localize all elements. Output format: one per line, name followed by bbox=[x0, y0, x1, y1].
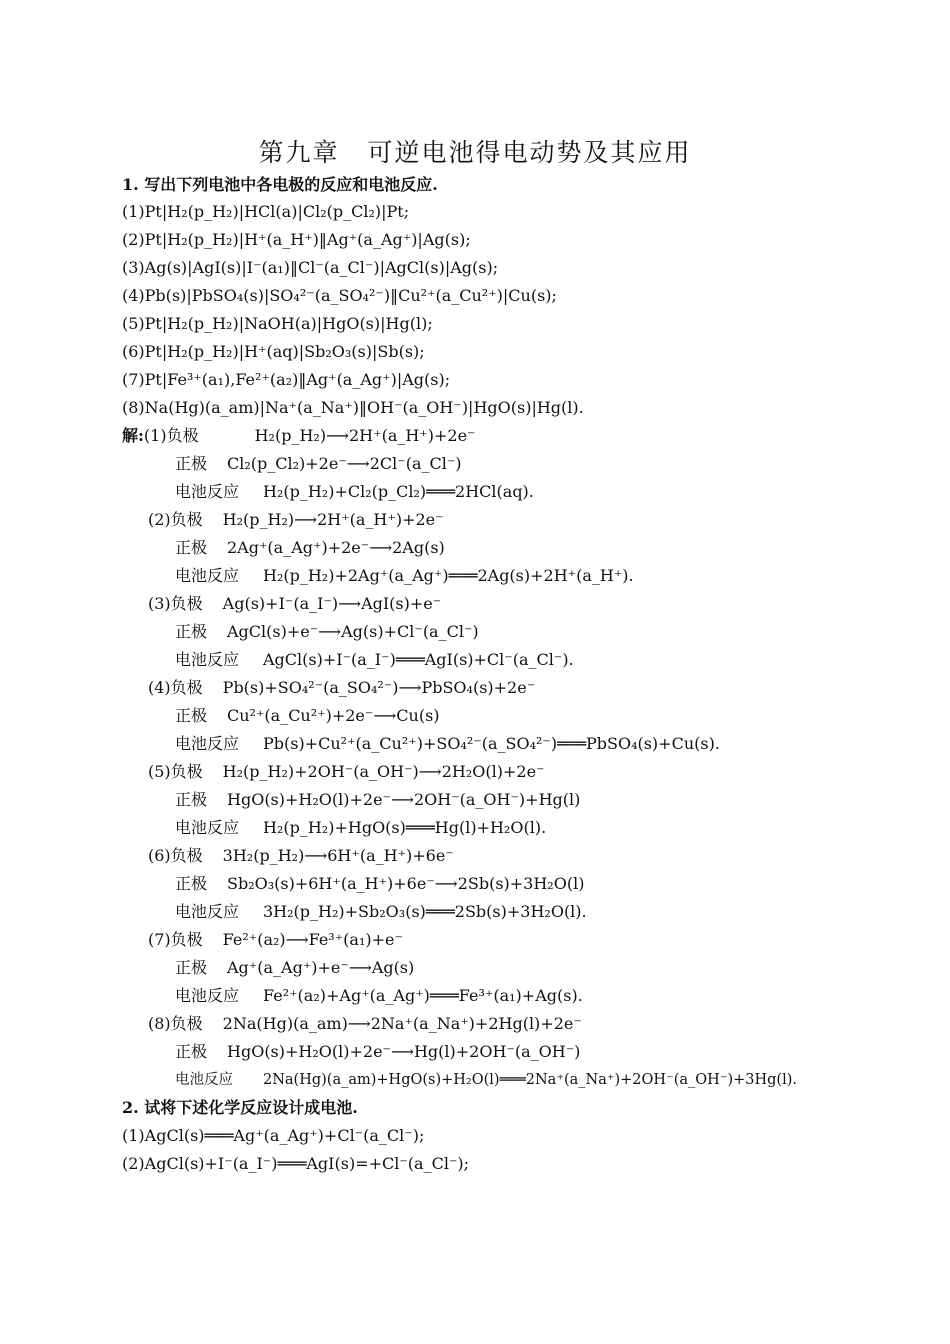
answer-number: (8) bbox=[148, 1014, 171, 1033]
negative-reaction: Pb(s)+SO₄²⁻(a_SO₄²⁻)⟶PbSO₄(s)+2e⁻ bbox=[222, 678, 536, 697]
answer-2-cell bbox=[175, 566, 634, 586]
cell-reaction: H₂(p_H₂)+Cl₂(p_Cl₂)═══2HCl(aq). bbox=[263, 482, 534, 501]
negative-electrode-label: 负极 bbox=[166, 426, 199, 445]
positive-reaction: AgCl(s)+e⁻⟶Ag(s)+Cl⁻(a_Cl⁻) bbox=[227, 622, 479, 641]
q1-item: (7)Pt|Fe³⁺(a₁),Fe²⁺(a₂)‖Ag⁺(a_Ag⁺)|Ag(s); bbox=[122, 370, 451, 389]
negative-reaction: H₂(p_H₂)⟶2H⁺(a_H⁺)+2e⁻ bbox=[254, 426, 476, 445]
positive-electrode-label: 正极 bbox=[175, 538, 208, 557]
answer-label: 解: bbox=[122, 426, 144, 445]
positive-reaction: HgO(s)+H₂O(l)+2e⁻⟶Hg(l)+2OH⁻(a_OH⁻) bbox=[227, 1042, 581, 1061]
positive-reaction: Cl₂(p_Cl₂)+2e⁻⟶2Cl⁻(a_Cl⁻) bbox=[227, 454, 462, 473]
cell-reaction-label: 电池反应 bbox=[175, 650, 240, 669]
negative-reaction: Ag(s)+I⁻(a_I⁻)⟶AgI(s)+e⁻ bbox=[222, 594, 442, 613]
negative-electrode-label: 负极 bbox=[170, 1014, 203, 1033]
negative-electrode-label: 负极 bbox=[170, 762, 203, 781]
cell-reaction-label: 电池反应 bbox=[175, 986, 240, 1005]
answer-6-negative bbox=[148, 846, 454, 866]
positive-electrode-label: 正极 bbox=[175, 874, 208, 893]
negative-electrode-label: 负极 bbox=[170, 678, 203, 697]
answer-number: (7) bbox=[148, 930, 171, 949]
answer-4-positive bbox=[175, 706, 440, 726]
answer-5-cell bbox=[175, 818, 546, 838]
answer-3-positive bbox=[175, 622, 479, 642]
answer-number: (3) bbox=[148, 594, 171, 613]
cell-reaction-label: 电池反应 bbox=[175, 902, 240, 921]
answer-1-positive bbox=[175, 454, 462, 474]
q1-item: (3)Ag(s)|AgI(s)|I⁻(a₁)‖Cl⁻(a_Cl⁻)|AgCl(s)|Ag(s); bbox=[122, 258, 499, 277]
answer-3-negative bbox=[148, 594, 441, 614]
positive-electrode-label: 正极 bbox=[175, 622, 208, 641]
answer-2-positive bbox=[175, 538, 445, 558]
q1-item: (1)Pt|H₂(p_H₂)|HCl(a)|Cl₂(p_Cl₂)|Pt; bbox=[122, 202, 410, 221]
negative-reaction: H₂(p_H₂)⟶2H⁺(a_H⁺)+2e⁻ bbox=[222, 510, 444, 529]
positive-reaction: Cu²⁺(a_Cu²⁺)+2e⁻⟶Cu(s) bbox=[227, 706, 440, 725]
answer-5-positive bbox=[175, 790, 580, 810]
negative-electrode-label: 负极 bbox=[170, 846, 203, 865]
answer-number: (4) bbox=[148, 678, 171, 697]
positive-electrode-label: 正极 bbox=[175, 958, 208, 977]
positive-electrode-label: 正极 bbox=[175, 1042, 208, 1061]
answer-number: (1) bbox=[143, 426, 167, 445]
cell-reaction: 2Na(Hg)(a_am)+HgO(s)+H₂O(l)═══2Na⁺(a_Na⁺)+2OH⁻(a_OH⁻)+3Hg(l). bbox=[263, 1072, 797, 1088]
answer-6-cell bbox=[175, 902, 587, 922]
answer-3-cell bbox=[175, 650, 574, 670]
answer-number: (6) bbox=[148, 846, 171, 865]
negative-reaction: 3H₂(p_H₂)⟶6H⁺(a_H⁺)+6e⁻ bbox=[222, 846, 454, 865]
negative-electrode-label: 负极 bbox=[170, 930, 203, 949]
cell-reaction-label: 电池反应 bbox=[175, 566, 240, 585]
answer-1-negative bbox=[122, 426, 476, 446]
cell-reaction: H₂(p_H₂)+2Ag⁺(a_Ag⁺)═══2Ag(s)+2H⁺(a_H⁺). bbox=[263, 566, 634, 585]
answer-7-negative bbox=[148, 930, 403, 950]
answer-7-cell bbox=[175, 986, 583, 1006]
negative-electrode-label: 负极 bbox=[170, 594, 203, 613]
q2-item: (2)AgCl(s)+I⁻(a_I⁻)═══AgI(s)=+Cl⁻(a_Cl⁻); bbox=[122, 1154, 470, 1173]
positive-reaction: Sb₂O₃(s)+6H⁺(a_H⁺)+6e⁻⟶2Sb(s)+3H₂O(l) bbox=[227, 874, 585, 893]
answer-number: (5) bbox=[148, 762, 171, 781]
q1-item: (8)Na(Hg)(a_am)|Na⁺(a_Na⁺)‖OH⁻(a_OH⁻)|HgO(s)|Hg(l). bbox=[122, 398, 584, 417]
answer-8-cell bbox=[175, 1070, 797, 1090]
positive-reaction: Ag⁺(a_Ag⁺)+e⁻⟶Ag(s) bbox=[227, 958, 415, 977]
negative-reaction: H₂(p_H₂)+2OH⁻(a_OH⁻)⟶2H₂O(l)+2e⁻ bbox=[222, 762, 545, 781]
answer-8-negative bbox=[148, 1014, 582, 1034]
positive-reaction: 2Ag⁺(a_Ag⁺)+2e⁻⟶2Ag(s) bbox=[227, 538, 445, 557]
cell-reaction: AgCl(s)+I⁻(a_I⁻)═══AgI(s)+Cl⁻(a_Cl⁻). bbox=[263, 650, 574, 669]
positive-electrode-label: 正极 bbox=[175, 790, 208, 809]
answer-4-negative bbox=[148, 678, 535, 698]
positive-reaction: HgO(s)+H₂O(l)+2e⁻⟶2OH⁻(a_OH⁻)+Hg(l) bbox=[227, 790, 581, 809]
cell-reaction-label: 电池反应 bbox=[175, 482, 240, 501]
cell-reaction: H₂(p_H₂)+HgO(s)═══Hg(l)+H₂O(l). bbox=[263, 818, 547, 837]
answer-4-cell bbox=[175, 734, 720, 754]
positive-electrode-label: 正极 bbox=[175, 454, 208, 473]
cell-reaction-label: 电池反应 bbox=[175, 1072, 233, 1088]
answer-8-positive bbox=[175, 1042, 580, 1062]
cell-reaction: Fe²⁺(a₂)+Ag⁺(a_Ag⁺)═══Fe³⁺(a₁)+Ag(s). bbox=[263, 986, 583, 1005]
answer-7-positive bbox=[175, 958, 414, 978]
question-1-heading: 1. 写出下列电池中各电极的反应和电池反应. bbox=[122, 175, 438, 194]
q1-item: (5)Pt|H₂(p_H₂)|NaOH(a)|HgO(s)|Hg(l); bbox=[122, 314, 433, 333]
cell-reaction: 3H₂(p_H₂)+Sb₂O₃(s)═══2Sb(s)+3H₂O(l). bbox=[263, 902, 587, 921]
chapter-title bbox=[0, 133, 950, 169]
chapter-number: 第九章 bbox=[258, 138, 340, 167]
chapter-name: 可逆电池得电动势及其应用 bbox=[367, 138, 692, 167]
question-2-heading: 2. 试将下述化学反应设计成电池. bbox=[122, 1098, 358, 1117]
positive-electrode-label: 正极 bbox=[175, 706, 208, 725]
cell-reaction-label: 电池反应 bbox=[175, 734, 240, 753]
answer-5-negative bbox=[148, 762, 544, 782]
q2-item: (1)AgCl(s)═══Ag⁺(a_Ag⁺)+Cl⁻(a_Cl⁻); bbox=[122, 1126, 425, 1145]
negative-reaction: Fe²⁺(a₂)⟶Fe³⁺(a₁)+e⁻ bbox=[222, 930, 403, 949]
answer-1-cell bbox=[175, 482, 534, 502]
answer-6-positive bbox=[175, 874, 584, 894]
answer-number: (2) bbox=[148, 510, 171, 529]
q1-item: (6)Pt|H₂(p_H₂)|H⁺(aq)|Sb₂O₃(s)|Sb(s); bbox=[122, 342, 425, 361]
answer-2-negative bbox=[148, 510, 444, 530]
cell-reaction: Pb(s)+Cu²⁺(a_Cu²⁺)+SO₄²⁻(a_SO₄²⁻)═══PbSO₄(s)+Cu(s). bbox=[263, 734, 720, 753]
cell-reaction-label: 电池反应 bbox=[175, 818, 240, 837]
negative-electrode-label: 负极 bbox=[170, 510, 203, 529]
negative-reaction: 2Na(Hg)(a_am)⟶2Na⁺(a_Na⁺)+2Hg(l)+2e⁻ bbox=[222, 1014, 582, 1033]
q1-item: (4)Pb(s)|PbSO₄(s)|SO₄²⁻(a_SO₄²⁻)‖Cu²⁺(a_Cu²⁺)|Cu(s); bbox=[122, 286, 557, 305]
q1-item: (2)Pt|H₂(p_H₂)|H⁺(a_H⁺)‖Ag⁺(a_Ag⁺)|Ag(s); bbox=[122, 230, 471, 249]
